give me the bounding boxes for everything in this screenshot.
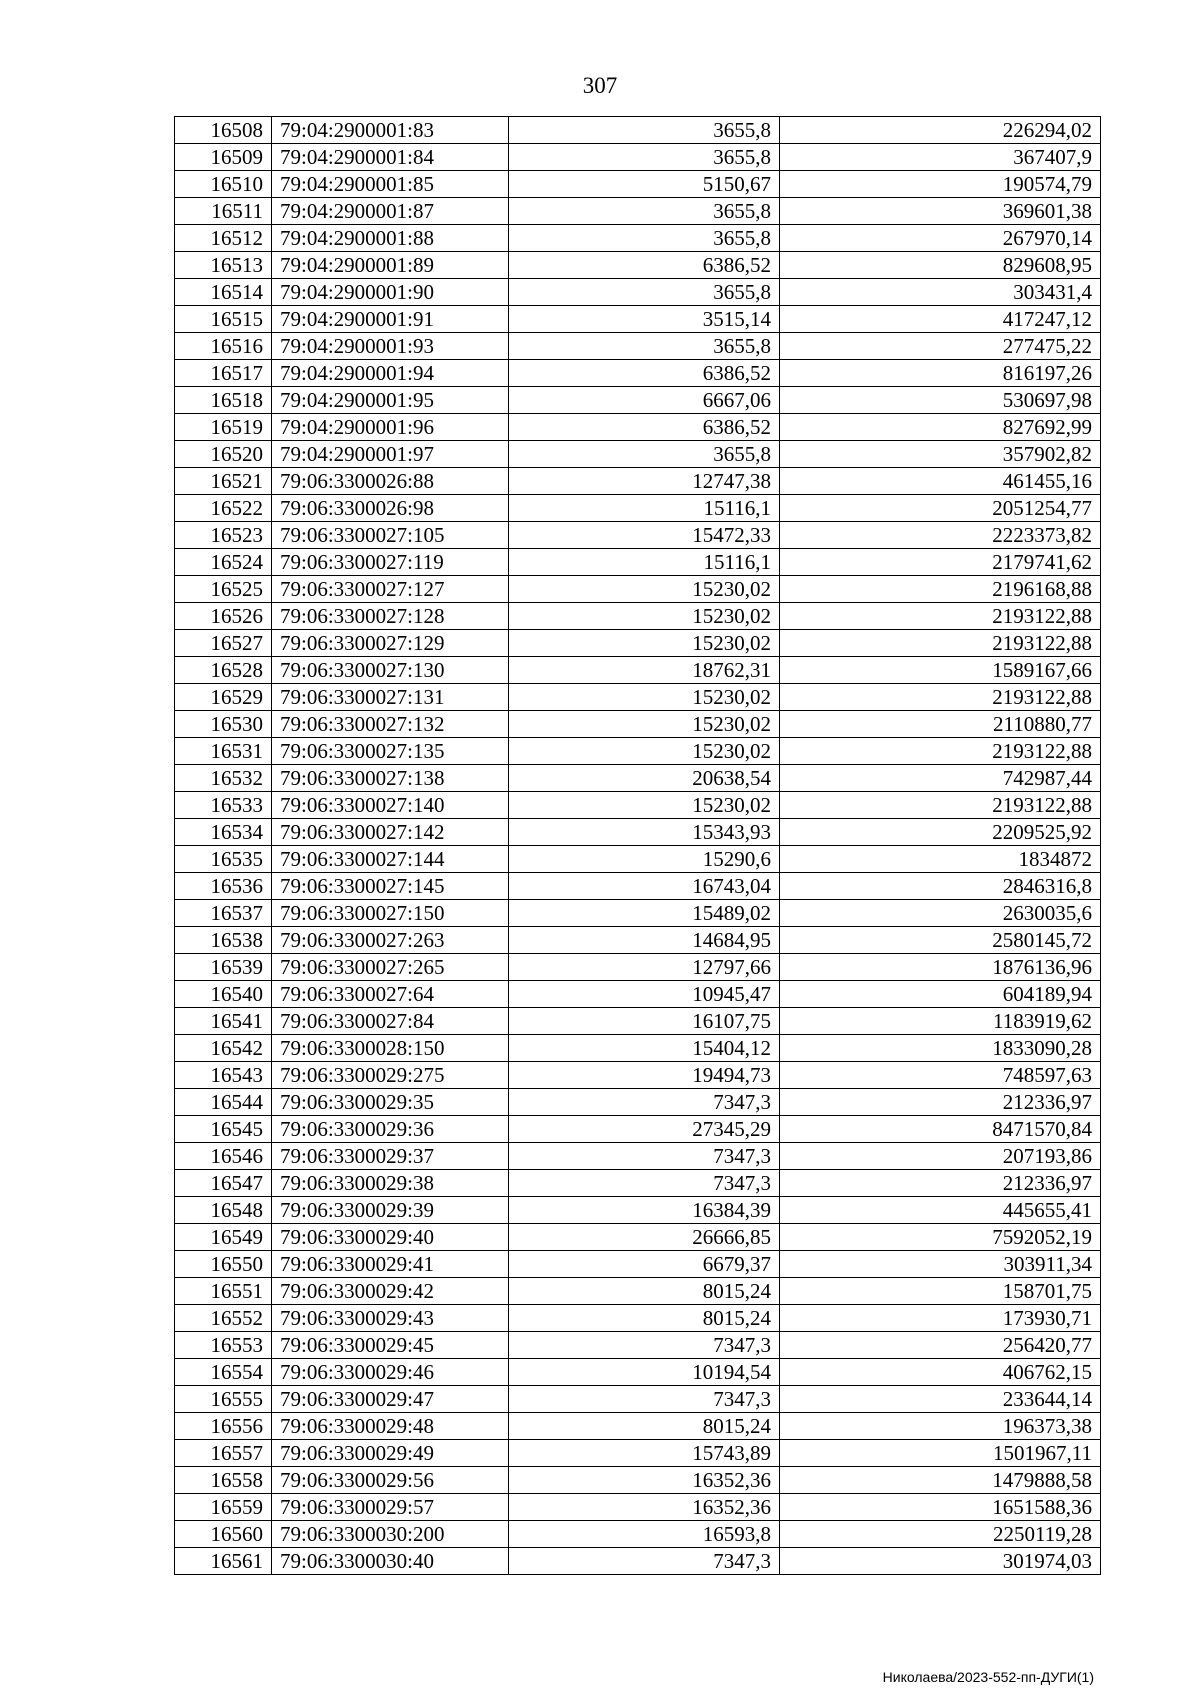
cadastral-number-cell: 79:04:2900001:96: [272, 414, 509, 441]
table-row: [175, 522, 1101, 549]
table-row: [175, 495, 1101, 522]
cadastral-value-cell: 212336,97: [780, 1170, 1101, 1197]
area-cell: 3655,8: [509, 198, 780, 225]
cadastral-value-cell: 1651588,36: [780, 1494, 1101, 1521]
area-cell: 15230,02: [509, 792, 780, 819]
cadastral-value-cell: 357902,82: [780, 441, 1101, 468]
cadastral-value-cell: 367407,9: [780, 144, 1101, 171]
area-cell: 15472,33: [509, 522, 780, 549]
area-cell: 16352,36: [509, 1494, 780, 1521]
table-row: [175, 387, 1101, 414]
area-cell: 19494,73: [509, 1062, 780, 1089]
cadastral-value-cell: 2193122,88: [780, 792, 1101, 819]
row-number-cell: 16520: [175, 441, 272, 468]
table-row: [175, 1359, 1101, 1386]
area-cell: 15343,93: [509, 819, 780, 846]
cadastral-number-cell: 79:06:3300027:105: [272, 522, 509, 549]
cadastral-value-cell: 2051254,77: [780, 495, 1101, 522]
row-number-cell: 16518: [175, 387, 272, 414]
cadastral-value-cell: 1589167,66: [780, 657, 1101, 684]
area-cell: 6667,06: [509, 387, 780, 414]
cadastral-number-cell: 79:06:3300029:39: [272, 1197, 509, 1224]
row-number-cell: 16543: [175, 1062, 272, 1089]
row-number-cell: 16531: [175, 738, 272, 765]
page-number: 307: [582, 73, 618, 98]
cadastral-number-cell: 79:04:2900001:88: [272, 225, 509, 252]
cadastral-value-cell: 1833090,28: [780, 1035, 1101, 1062]
table-row: [175, 738, 1101, 765]
cadastral-number-cell: 79:06:3300027:129: [272, 630, 509, 657]
cadastral-value-cell: 173930,71: [780, 1305, 1101, 1332]
cadastral-value-cell: 604189,94: [780, 981, 1101, 1008]
cadastral-value-cell: 1876136,96: [780, 954, 1101, 981]
area-cell: 3655,8: [509, 117, 780, 144]
cadastral-number-cell: 79:06:3300027:119: [272, 549, 509, 576]
cadastral-number-cell: 79:06:3300027:145: [272, 873, 509, 900]
area-cell: 6386,52: [509, 414, 780, 441]
area-cell: 15230,02: [509, 738, 780, 765]
cadastral-number-cell: 79:06:3300029:57: [272, 1494, 509, 1521]
cadastral-number-cell: 79:06:3300029:47: [272, 1386, 509, 1413]
cadastral-number-cell: 79:04:2900001:85: [272, 171, 509, 198]
area-cell: 15230,02: [509, 684, 780, 711]
row-number-cell: 16560: [175, 1521, 272, 1548]
area-cell: 14684,95: [509, 927, 780, 954]
area-cell: 18762,31: [509, 657, 780, 684]
cadastral-value-cell: 827692,99: [780, 414, 1101, 441]
cadastral-number-cell: 79:06:3300030:40: [272, 1548, 509, 1575]
row-number-cell: 16517: [175, 360, 272, 387]
cadastral-value-cell: 267970,14: [780, 225, 1101, 252]
cadastral-value-cell: 8471570,84: [780, 1116, 1101, 1143]
row-number-cell: 16541: [175, 1008, 272, 1035]
row-number-cell: 16523: [175, 522, 272, 549]
cadastral-number-cell: 79:06:3300028:150: [272, 1035, 509, 1062]
cadastral-value-table: [174, 116, 1101, 1575]
cadastral-number-cell: 79:06:3300029:42: [272, 1278, 509, 1305]
cadastral-number-cell: 79:04:2900001:90: [272, 279, 509, 306]
table-row: [175, 171, 1101, 198]
cadastral-number-cell: 79:06:3300029:45: [272, 1332, 509, 1359]
area-cell: 27345,29: [509, 1116, 780, 1143]
cadastral-number-cell: 79:06:3300029:46: [272, 1359, 509, 1386]
table-row: [175, 1494, 1101, 1521]
table-row: [175, 981, 1101, 1008]
area-cell: 16384,39: [509, 1197, 780, 1224]
table-row: [175, 954, 1101, 981]
row-number-cell: 16512: [175, 225, 272, 252]
row-number-cell: 16545: [175, 1116, 272, 1143]
row-number-cell: 16539: [175, 954, 272, 981]
table-row: [175, 873, 1101, 900]
table-row: [175, 1332, 1101, 1359]
row-number-cell: 16530: [175, 711, 272, 738]
row-number-cell: 16524: [175, 549, 272, 576]
cadastral-value-cell: 461455,16: [780, 468, 1101, 495]
cadastral-number-cell: 79:06:3300027:135: [272, 738, 509, 765]
row-number-cell: 16559: [175, 1494, 272, 1521]
area-cell: 20638,54: [509, 765, 780, 792]
cadastral-number-cell: 79:06:3300029:35: [272, 1089, 509, 1116]
area-cell: 16107,75: [509, 1008, 780, 1035]
cadastral-number-cell: 79:04:2900001:84: [272, 144, 509, 171]
row-number-cell: 16553: [175, 1332, 272, 1359]
area-cell: 15290,6: [509, 846, 780, 873]
cadastral-value-cell: 212336,97: [780, 1089, 1101, 1116]
footer-document-id: Николаева/2023-552-пп-ДУГИ(1): [882, 1669, 1094, 1685]
area-cell: 15404,12: [509, 1035, 780, 1062]
cadastral-value-cell: 2209525,92: [780, 819, 1101, 846]
cadastral-number-cell: 79:06:3300029:43: [272, 1305, 509, 1332]
area-cell: 15230,02: [509, 711, 780, 738]
cadastral-number-cell: 79:06:3300027:265: [272, 954, 509, 981]
cadastral-number-cell: 79:06:3300027:128: [272, 603, 509, 630]
row-number-cell: 16508: [175, 117, 272, 144]
table-row: [175, 819, 1101, 846]
area-cell: 12797,66: [509, 954, 780, 981]
cadastral-number-cell: 79:06:3300029:41: [272, 1251, 509, 1278]
cadastral-number-cell: 79:06:3300027:132: [272, 711, 509, 738]
area-cell: 10194,54: [509, 1359, 780, 1386]
cadastral-value-cell: 301974,03: [780, 1548, 1101, 1575]
area-cell: 16593,8: [509, 1521, 780, 1548]
cadastral-number-cell: 79:04:2900001:91: [272, 306, 509, 333]
row-number-cell: 16558: [175, 1467, 272, 1494]
cadastral-value-cell: 530697,98: [780, 387, 1101, 414]
row-number-cell: 16519: [175, 414, 272, 441]
row-number-cell: 16547: [175, 1170, 272, 1197]
table-row: [175, 657, 1101, 684]
table-row: [175, 333, 1101, 360]
table-row: [175, 1116, 1101, 1143]
row-number-cell: 16538: [175, 927, 272, 954]
cadastral-number-cell: 79:06:3300027:130: [272, 657, 509, 684]
cadastral-number-cell: 79:04:2900001:95: [272, 387, 509, 414]
row-number-cell: 16550: [175, 1251, 272, 1278]
area-cell: 8015,24: [509, 1305, 780, 1332]
cadastral-number-cell: 79:06:3300029:275: [272, 1062, 509, 1089]
cadastral-value-cell: 303431,4: [780, 279, 1101, 306]
table-row: [175, 576, 1101, 603]
cadastral-value-cell: 816197,26: [780, 360, 1101, 387]
cadastral-number-cell: 79:04:2900001:94: [272, 360, 509, 387]
row-number-cell: 16521: [175, 468, 272, 495]
cadastral-value-cell: 417247,12: [780, 306, 1101, 333]
table-row: [175, 1197, 1101, 1224]
cadastral-value-cell: 196373,38: [780, 1413, 1101, 1440]
cadastral-value-cell: 233644,14: [780, 1386, 1101, 1413]
table-row: [175, 1035, 1101, 1062]
cadastral-number-cell: 79:06:3300029:48: [272, 1413, 509, 1440]
row-number-cell: 16528: [175, 657, 272, 684]
area-cell: 6386,52: [509, 252, 780, 279]
row-number-cell: 16516: [175, 333, 272, 360]
cadastral-value-cell: 158701,75: [780, 1278, 1101, 1305]
cadastral-number-cell: 79:06:3300027:64: [272, 981, 509, 1008]
row-number-cell: 16514: [175, 279, 272, 306]
row-number-cell: 16540: [175, 981, 272, 1008]
area-cell: 15743,89: [509, 1440, 780, 1467]
table-row: [175, 144, 1101, 171]
cadastral-value-cell: 2223373,82: [780, 522, 1101, 549]
row-number-cell: 16542: [175, 1035, 272, 1062]
area-cell: 3655,8: [509, 441, 780, 468]
table-row: [175, 441, 1101, 468]
cadastral-value-cell: 2193122,88: [780, 630, 1101, 657]
cadastral-number-cell: 79:06:3300026:98: [272, 495, 509, 522]
row-number-cell: 16515: [175, 306, 272, 333]
row-number-cell: 16549: [175, 1224, 272, 1251]
area-cell: 15489,02: [509, 900, 780, 927]
table-row: [175, 630, 1101, 657]
area-cell: 7347,3: [509, 1143, 780, 1170]
cadastral-number-cell: 79:06:3300027:263: [272, 927, 509, 954]
cadastral-value-cell: 2630035,6: [780, 900, 1101, 927]
cadastral-number-cell: 79:04:2900001:89: [272, 252, 509, 279]
cadastral-value-cell: 7592052,19: [780, 1224, 1101, 1251]
cadastral-number-cell: 79:06:3300030:200: [272, 1521, 509, 1548]
table-row: [175, 306, 1101, 333]
table-row: [175, 279, 1101, 306]
cadastral-number-cell: 79:06:3300027:131: [272, 684, 509, 711]
table-row: [175, 1440, 1101, 1467]
area-cell: 16352,36: [509, 1467, 780, 1494]
cadastral-number-cell: 79:06:3300029:36: [272, 1116, 509, 1143]
cadastral-value-cell: 2846316,8: [780, 873, 1101, 900]
area-cell: 15230,02: [509, 603, 780, 630]
cadastral-value-cell: 1834872: [780, 846, 1101, 873]
area-cell: 8015,24: [509, 1413, 780, 1440]
cadastral-number-cell: 79:06:3300027:150: [272, 900, 509, 927]
cadastral-number-cell: 79:06:3300029:49: [272, 1440, 509, 1467]
cadastral-number-cell: 79:06:3300029:37: [272, 1143, 509, 1170]
area-cell: 10945,47: [509, 981, 780, 1008]
area-cell: 7347,3: [509, 1089, 780, 1116]
cadastral-value-cell: 445655,41: [780, 1197, 1101, 1224]
area-cell: 3655,8: [509, 144, 780, 171]
area-cell: 3515,14: [509, 306, 780, 333]
row-number-cell: 16510: [175, 171, 272, 198]
table-row: [175, 360, 1101, 387]
cadastral-value-cell: 1479888,58: [780, 1467, 1101, 1494]
area-cell: 6679,37: [509, 1251, 780, 1278]
table-row: [175, 684, 1101, 711]
area-cell: 15230,02: [509, 630, 780, 657]
area-cell: 7347,3: [509, 1332, 780, 1359]
row-number-cell: 16534: [175, 819, 272, 846]
area-cell: 7347,3: [509, 1170, 780, 1197]
cadastral-value-cell: 190574,79: [780, 171, 1101, 198]
row-number-cell: 16535: [175, 846, 272, 873]
table-row: [175, 1467, 1101, 1494]
table-row: [175, 1521, 1101, 1548]
table-row: [175, 792, 1101, 819]
table-row: [175, 414, 1101, 441]
area-cell: 3655,8: [509, 225, 780, 252]
area-cell: 15230,02: [509, 576, 780, 603]
row-number-cell: 16537: [175, 900, 272, 927]
table-row: [175, 1143, 1101, 1170]
table-row: [175, 900, 1101, 927]
cadastral-number-cell: 79:06:3300027:127: [272, 576, 509, 603]
row-number-cell: 16525: [175, 576, 272, 603]
table-row: [175, 846, 1101, 873]
row-number-cell: 16529: [175, 684, 272, 711]
cadastral-value-cell: 2196168,88: [780, 576, 1101, 603]
cadastral-number-cell: 79:06:3300027:138: [272, 765, 509, 792]
table-body: [175, 117, 1101, 1575]
cadastral-number-cell: 79:06:3300027:84: [272, 1008, 509, 1035]
cadastral-number-cell: 79:06:3300026:88: [272, 468, 509, 495]
cadastral-value-cell: 1501967,11: [780, 1440, 1101, 1467]
cadastral-number-cell: 79:04:2900001:93: [272, 333, 509, 360]
table-row: [175, 1224, 1101, 1251]
cadastral-value-cell: 2110880,77: [780, 711, 1101, 738]
table-row: [175, 1548, 1101, 1575]
cadastral-value-cell: 829608,95: [780, 252, 1101, 279]
area-cell: 7347,3: [509, 1386, 780, 1413]
area-cell: 8015,24: [509, 1278, 780, 1305]
row-number-cell: 16554: [175, 1359, 272, 1386]
cadastral-value-cell: 2193122,88: [780, 738, 1101, 765]
cadastral-number-cell: 79:06:3300027:144: [272, 846, 509, 873]
area-cell: 15116,1: [509, 495, 780, 522]
row-number-cell: 16544: [175, 1089, 272, 1116]
area-cell: 16743,04: [509, 873, 780, 900]
row-number-cell: 16533: [175, 792, 272, 819]
table-row: [175, 1089, 1101, 1116]
cadastral-value-cell: 406762,15: [780, 1359, 1101, 1386]
row-number-cell: 16509: [175, 144, 272, 171]
table-row: [175, 927, 1101, 954]
cadastral-value-cell: 256420,77: [780, 1332, 1101, 1359]
row-number-cell: 16526: [175, 603, 272, 630]
row-number-cell: 16555: [175, 1386, 272, 1413]
area-cell: 15116,1: [509, 549, 780, 576]
table-row: [175, 549, 1101, 576]
cadastral-value-cell: 2580145,72: [780, 927, 1101, 954]
table-row: [175, 603, 1101, 630]
row-number-cell: 16536: [175, 873, 272, 900]
cadastral-number-cell: 79:04:2900001:83: [272, 117, 509, 144]
cadastral-value-cell: 207193,86: [780, 1143, 1101, 1170]
table-row: [175, 1008, 1101, 1035]
table-row: [175, 1170, 1101, 1197]
area-cell: 12747,38: [509, 468, 780, 495]
cadastral-value-cell: 2179741,62: [780, 549, 1101, 576]
cadastral-value-cell: 748597,63: [780, 1062, 1101, 1089]
row-number-cell: 16513: [175, 252, 272, 279]
row-number-cell: 16546: [175, 1143, 272, 1170]
cadastral-number-cell: 79:06:3300029:38: [272, 1170, 509, 1197]
table-row: [175, 117, 1101, 144]
cadastral-value-cell: 2250119,28: [780, 1521, 1101, 1548]
table-row: [175, 765, 1101, 792]
area-cell: 5150,67: [509, 171, 780, 198]
table-row: [175, 1278, 1101, 1305]
cadastral-number-cell: 79:06:3300027:142: [272, 819, 509, 846]
cadastral-value-cell: 226294,02: [780, 117, 1101, 144]
area-cell: 3655,8: [509, 279, 780, 306]
cadastral-value-cell: 1183919,62: [780, 1008, 1101, 1035]
row-number-cell: 16511: [175, 198, 272, 225]
row-number-cell: 16556: [175, 1413, 272, 1440]
row-number-cell: 16551: [175, 1278, 272, 1305]
cadastral-value-cell: 277475,22: [780, 333, 1101, 360]
table-row: [175, 198, 1101, 225]
cadastral-value-cell: 369601,38: [780, 198, 1101, 225]
row-number-cell: 16522: [175, 495, 272, 522]
cadastral-value-cell: 742987,44: [780, 765, 1101, 792]
area-cell: 3655,8: [509, 333, 780, 360]
area-cell: 6386,52: [509, 360, 780, 387]
row-number-cell: 16561: [175, 1548, 272, 1575]
cadastral-number-cell: 79:06:3300029:40: [272, 1224, 509, 1251]
cadastral-number-cell: 79:06:3300029:56: [272, 1467, 509, 1494]
table-row: [175, 1305, 1101, 1332]
row-number-cell: 16548: [175, 1197, 272, 1224]
table-row: [175, 1413, 1101, 1440]
table-row: [175, 252, 1101, 279]
row-number-cell: 16552: [175, 1305, 272, 1332]
table-row: [175, 225, 1101, 252]
row-number-cell: 16527: [175, 630, 272, 657]
table-row: [175, 1062, 1101, 1089]
row-number-cell: 16532: [175, 765, 272, 792]
cadastral-value-cell: 2193122,88: [780, 603, 1101, 630]
cadastral-number-cell: 79:04:2900001:87: [272, 198, 509, 225]
cadastral-number-cell: 79:06:3300027:140: [272, 792, 509, 819]
area-cell: 7347,3: [509, 1548, 780, 1575]
cadastral-value-cell: 303911,34: [780, 1251, 1101, 1278]
table-row: [175, 711, 1101, 738]
cadastral-value-cell: 2193122,88: [780, 684, 1101, 711]
cadastral-number-cell: 79:04:2900001:97: [272, 441, 509, 468]
table-row: [175, 468, 1101, 495]
table-row: [175, 1251, 1101, 1278]
table-row: [175, 1386, 1101, 1413]
area-cell: 26666,85: [509, 1224, 780, 1251]
row-number-cell: 16557: [175, 1440, 272, 1467]
